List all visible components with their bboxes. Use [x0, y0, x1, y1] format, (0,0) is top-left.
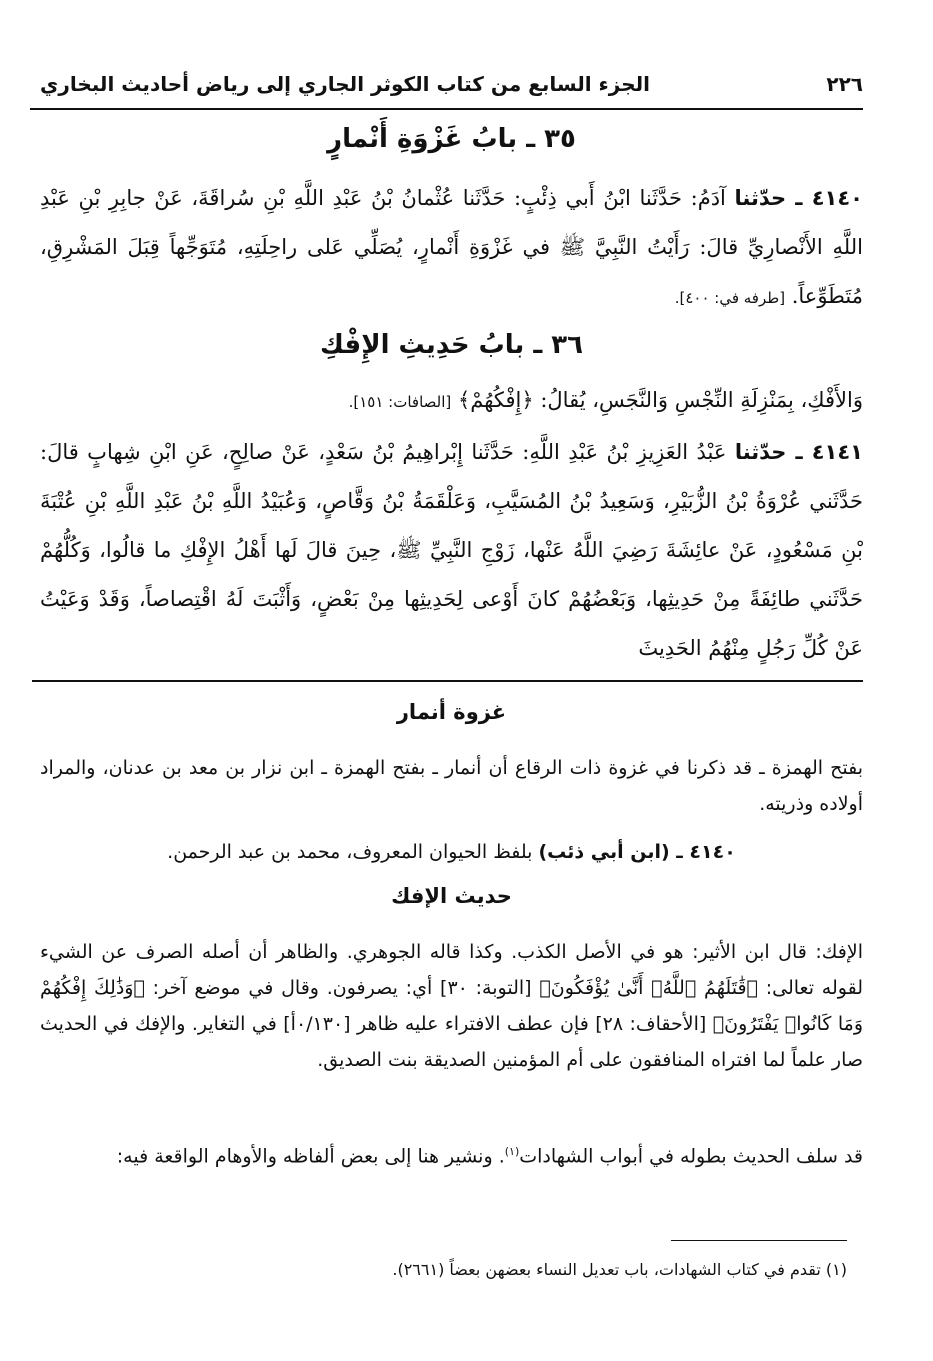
running-head [40, 62, 863, 106]
hadith-4141-label: ٤١٤١ ـ حدّثنا [734, 440, 863, 464]
chapter-36-intro [40, 376, 863, 427]
hadith-4141-text: عَبْدُ العَزِيزِ بْنُ عَبْدِ اللَّهِ: حَدَّثَنا إِبْراهِيمُ بْنُ سَعْدٍ، عَنْ صالِحٍ، عَنِ ابْنِ شِهابٍ قالَ: حَدَّثَني عُرْوَةُ بْنُ الزُّبَيْرِ، وَسَعِيدُ بْنُ المُسَيَّبِ، وَعَلْقَمَةُ بْنُ وَقَّاصٍ، وَعُبَيْدُ اللَّهِ بْنُ عَبْدِ اللَّهِ بْنِ عُتْبَةَ بْنِ مَسْعُودٍ، عَنْ عائِشَةَ رَضِيَ اللَّهُ عَنْها، زَوْجِ النَّبِيِّ ﷺ، حِينَ قالَ لَها أَهْلُ الإِفْكِ ما قالُوا، وَكُلُّهُمْ حَدَّثَني طائِفَةً مِنْ حَدِيثِها، وَبَعْضُهُمْ كانَ أَوْعى لِحَدِيثِها مِنْ بَعْضٍ، وَأَثْبَتَ لَهُ اقْتِصاصاً، وَقَدْ وَعَيْتُ عَنْ كُلِّ رَجُلٍ مِنْهُمُ الحَدِيثَ [40, 440, 863, 660]
commentary-4140-label: ٤١٤٠ ـ (ابن أبي ذئب) [538, 841, 736, 863]
chapter-35-title: ٣٥ ـ بابُ غَزْوَةِ أَنْمارٍ [327, 124, 576, 154]
closing-text-b: . ونشير هنا إلى بعض ألفاظه والأوهام الواقعة فيه: [116, 1145, 505, 1168]
commentary-4140-note [40, 834, 863, 870]
commentary-separator [32, 680, 863, 682]
commentary-title-anmar: غزوة أنمار [396, 700, 507, 724]
chapter-36-title: ٣٦ ـ بابُ حَدِيثِ الإِفْكِ [319, 330, 584, 360]
commentary-4140-text: بلفظ الحيوان المعروف، محمد بن عبد الرحمن. [167, 841, 533, 863]
header-rule [30, 108, 863, 110]
book-title: الجزء السابع من كتاب الكوثر الجاري إلى رياض أحاديث البخاري [40, 72, 650, 96]
commentary-anmar-paragraph: بفتح الهمزة ـ قد ذكرنا في غزوة ذات الرقاع أن أنمار ـ بفتح الهمزة ـ ابن نزار بن معد بن عدنان، والمراد أولاده وذريته. [40, 757, 863, 815]
commentary-closing-paragraph [40, 1134, 863, 1174]
closing-text-a: قد سلف الحديث بطوله في أبواب الشهادات [519, 1145, 863, 1168]
hadith-4140-ref: [طرفه في: ٤٠٠]. [674, 289, 786, 307]
footnote-rule [671, 1240, 847, 1241]
chapter-36-intro-ref: [الصافات: ١٥١]. [348, 393, 452, 411]
hadith-4140-label: ٤١٤٠ ـ حدّثنا [734, 186, 863, 210]
page-number: ٢٢٦ [826, 72, 863, 96]
chapter-36-intro-text: وَالأَفْكِ، بِمَنْزِلَةِ النِّجْسِ وَالنَّجَسِ، يُقالُ: ﴿إِفْكُهُمْ﴾ [457, 388, 863, 412]
commentary-title-ifk: حديث الإفك [391, 884, 512, 908]
footnote-marker[interactable]: (١) [504, 1145, 520, 1158]
commentary-ifk-paragraph: الإفك: قال ابن الأثير: هو في الأصل الكذب. وكذا قاله الجوهري. والظاهر أن أصله الصرف عن الشيء لقوله تعالى: ﴿قَٰتَلَهُمُ ٱللَّهُۖ أَنَّىٰ يُؤْفَكُونَ﴾ [التوبة: ٣٠] أي: يصرفون. وقال في موضع آخر: ﴿وَذَٰلِكَ إِفْكُهُمْ وَمَا كَانُوا۟ يَفْتَرُونَ﴾ [الأحقاف: ٢٨] فإن عطف الافتراء عليه ظاهر [٠/١٣٠أ] في التغاير. والإفك في الحديث صار علماً لما افتراه المنافقون على أم المؤمنين الصديقة بنت الصديق. [40, 941, 863, 1071]
hadith-4141 [40, 428, 863, 673]
footnote: (١) تقدم في كتاب الشهادات، باب تعديل النساء بعضهن بعضاً (٢٦٦١). [392, 1260, 847, 1279]
hadith-4140-text: آدَمُ: حَدَّثَنا ابْنُ أَبي ذِئْبٍ: حَدَّثَنا عُثْمانُ بْنُ عَبْدِ اللَّهِ بْنِ سُراقَةَ، عَنْ جابِرِ بْنِ عَبْدِ اللَّهِ الأَنْصارِيِّ قالَ: رَأَيْتُ النَّبِيَّ ﷺ في غَزْوَةِ أَنْمارٍ، يُصَلِّي عَلى راحِلَتِهِ، مُتَوَجِّهاً قِبَلَ المَشْرِقِ، مُتَطَوِّعاً. [40, 186, 863, 308]
hadith-4140 [40, 174, 863, 323]
